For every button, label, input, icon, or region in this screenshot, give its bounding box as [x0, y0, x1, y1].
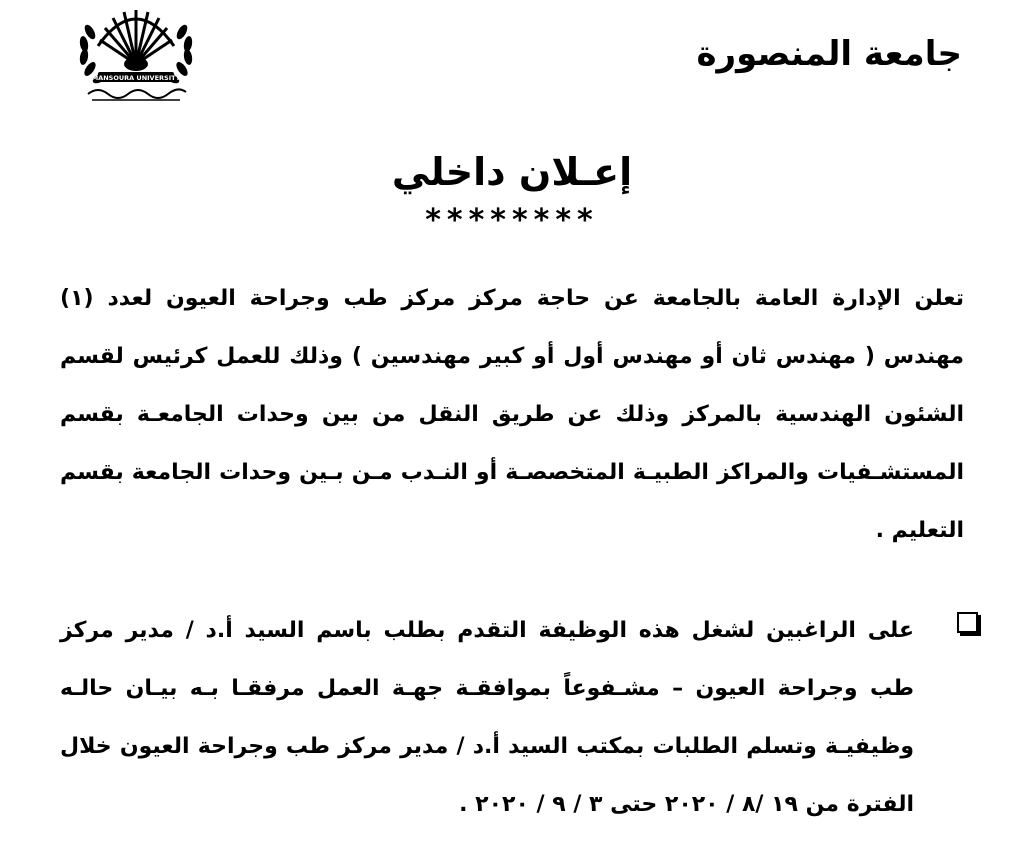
- bullet-checkbox-icon: [957, 612, 978, 633]
- university-logo: [68, 2, 204, 106]
- logo-banner-text: MANSOURA UNIVERSITY: [91, 74, 181, 82]
- announcement-body-paragraph: تعلن الإدارة العامة بالجامعة عن حاجة مركز مركز طب وجراحة العيون لعدد (١) مهندس ( مهندس ثان أو مهندس أول أو كبير مهندسين ) وذلك للعمل كرئيس لقسم الشئون الهندسية بالمركز وذلك عن طريق النقل من بين وحدات الجامعـة بقسم المستشـفيات والمراكز الطبيـة المتخصصـة أو النـدب مـن بـين وحدات الجامعة بقسم التعليم .: [60, 286, 964, 543]
- university-name: جامعة المنصورة: [696, 34, 962, 74]
- university-seal-icon: [68, 2, 204, 106]
- announcement-title: إعـلان داخلي: [391, 150, 633, 194]
- application-instructions-paragraph: على الراغبين لشغل هذه الوظيفة التقدم بطلب باسم السيد أ.د / مدير مركز طب وجراحة العيون – مشـفوعاً بموافقـة جهـة العمل مرفقـا بـه بيـان حالـه وظيفيـة وتسلم الطلبات بمكتب السيد أ.د / مدير مركز طب وجراحة العيون خلال الفترة من ١٩ /٨ / ٢٠٢٠ حتى ٣ / ٩ / ٢٠٢٠ .: [60, 618, 914, 817]
- title-divider: ********: [425, 203, 599, 238]
